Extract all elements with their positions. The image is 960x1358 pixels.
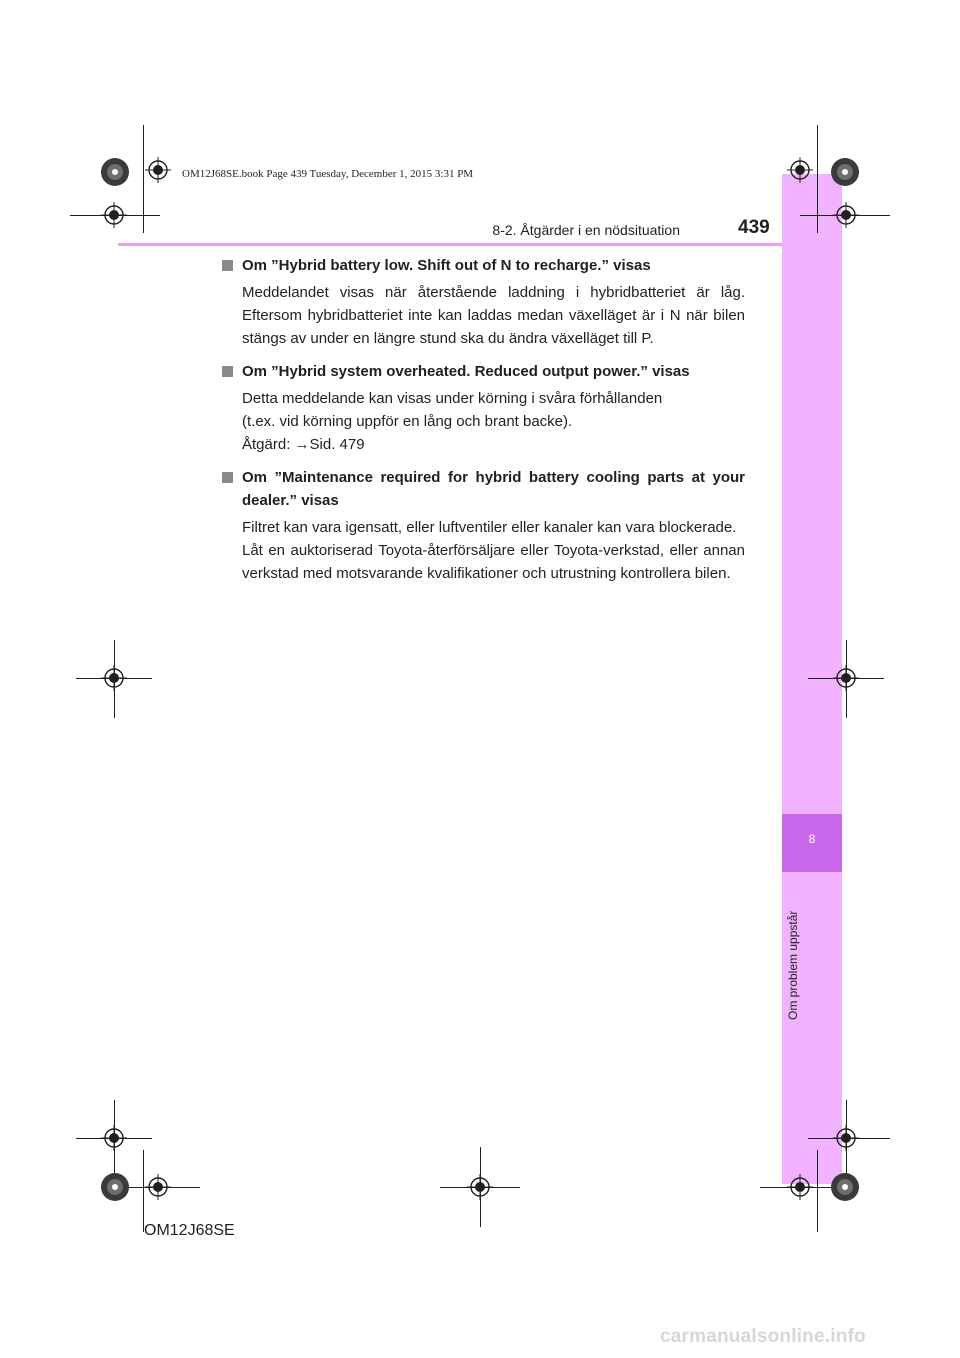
paragraph: Filtret kan vara igensatt, eller luftventiler eller kanaler kan vara blockerade. (242, 519, 737, 536)
message-item (222, 466, 745, 585)
item-heading (222, 254, 745, 277)
registration-mark-icon (101, 665, 127, 691)
starburst-mark-icon (100, 1172, 130, 1202)
paragraph: Detta meddelande kan visas under körning i svåra förhållanden (242, 390, 663, 407)
crop-line (817, 1150, 818, 1232)
registration-mark-icon (833, 665, 859, 691)
item-heading (222, 360, 745, 383)
page-reference-link[interactable]: Åtgärd: →Sid. 479 (242, 436, 365, 453)
item-body (222, 281, 745, 350)
crop-line (817, 125, 818, 233)
item-heading-text: Om ”Hybrid system overheated. Reduced output power.” visas (242, 363, 690, 380)
book-stamp: OM12J68SE.book Page 439 Tuesday, December 1, 2015 3:31 PM (182, 168, 474, 180)
message-item (222, 360, 745, 456)
registration-mark-icon (145, 1174, 171, 1200)
section-title: 8-2. Åtgärder i en nödsituation (492, 222, 680, 238)
registration-mark-icon (833, 202, 859, 228)
registration-mark-icon (787, 1174, 813, 1200)
chapter-number: 8 (808, 832, 816, 846)
registration-mark-icon (833, 1125, 859, 1151)
page-number: 439 (738, 217, 770, 238)
registration-mark-icon (101, 1125, 127, 1151)
starburst-mark-icon (830, 157, 860, 187)
watermark: carmanualsonline.info (660, 1326, 866, 1347)
header-rule (118, 243, 782, 246)
item-body (222, 387, 745, 456)
paragraph: Meddelandet visas när återstående laddning i hybridbatteriet är låg. Eftersom hybridbatteriet inte kan laddas medan växelläget är i N när bilen stängs av under en längre stund ska du ändra växelläget till P. (242, 284, 745, 347)
footer-code: OM12J68SE (144, 1222, 235, 1239)
starburst-mark-icon (830, 1172, 860, 1202)
bullet-square-icon (222, 366, 233, 377)
bullet-square-icon (222, 472, 233, 483)
crop-line (143, 1150, 144, 1232)
item-heading-text: Om ”Maintenance required for hybrid battery cooling parts at your dealer.” visas (242, 469, 745, 509)
registration-mark-icon (467, 1174, 493, 1200)
registration-mark-icon (145, 157, 171, 183)
item-body (222, 516, 745, 585)
content (222, 254, 745, 595)
starburst-mark-icon (100, 157, 130, 187)
bullet-square-icon (222, 260, 233, 271)
chapter-title: Om problem uppstår (786, 910, 800, 1020)
message-item (222, 254, 745, 350)
paragraph: (t.ex. vid körning uppför en lång och brant backe). (242, 413, 573, 430)
crop-line (143, 125, 144, 233)
registration-mark-icon (101, 202, 127, 228)
item-heading-text: Om ”Hybrid battery low. Shift out of N to recharge.” visas (242, 257, 651, 274)
paragraph: Låt en auktoriserad Toyota-återförsäljare eller Toyota-verkstad, eller annan verkstad med motsvarande kvalifikationer och utrustning kontrollera bilen. (242, 542, 745, 582)
registration-mark-icon (787, 157, 813, 183)
item-heading (222, 466, 745, 512)
